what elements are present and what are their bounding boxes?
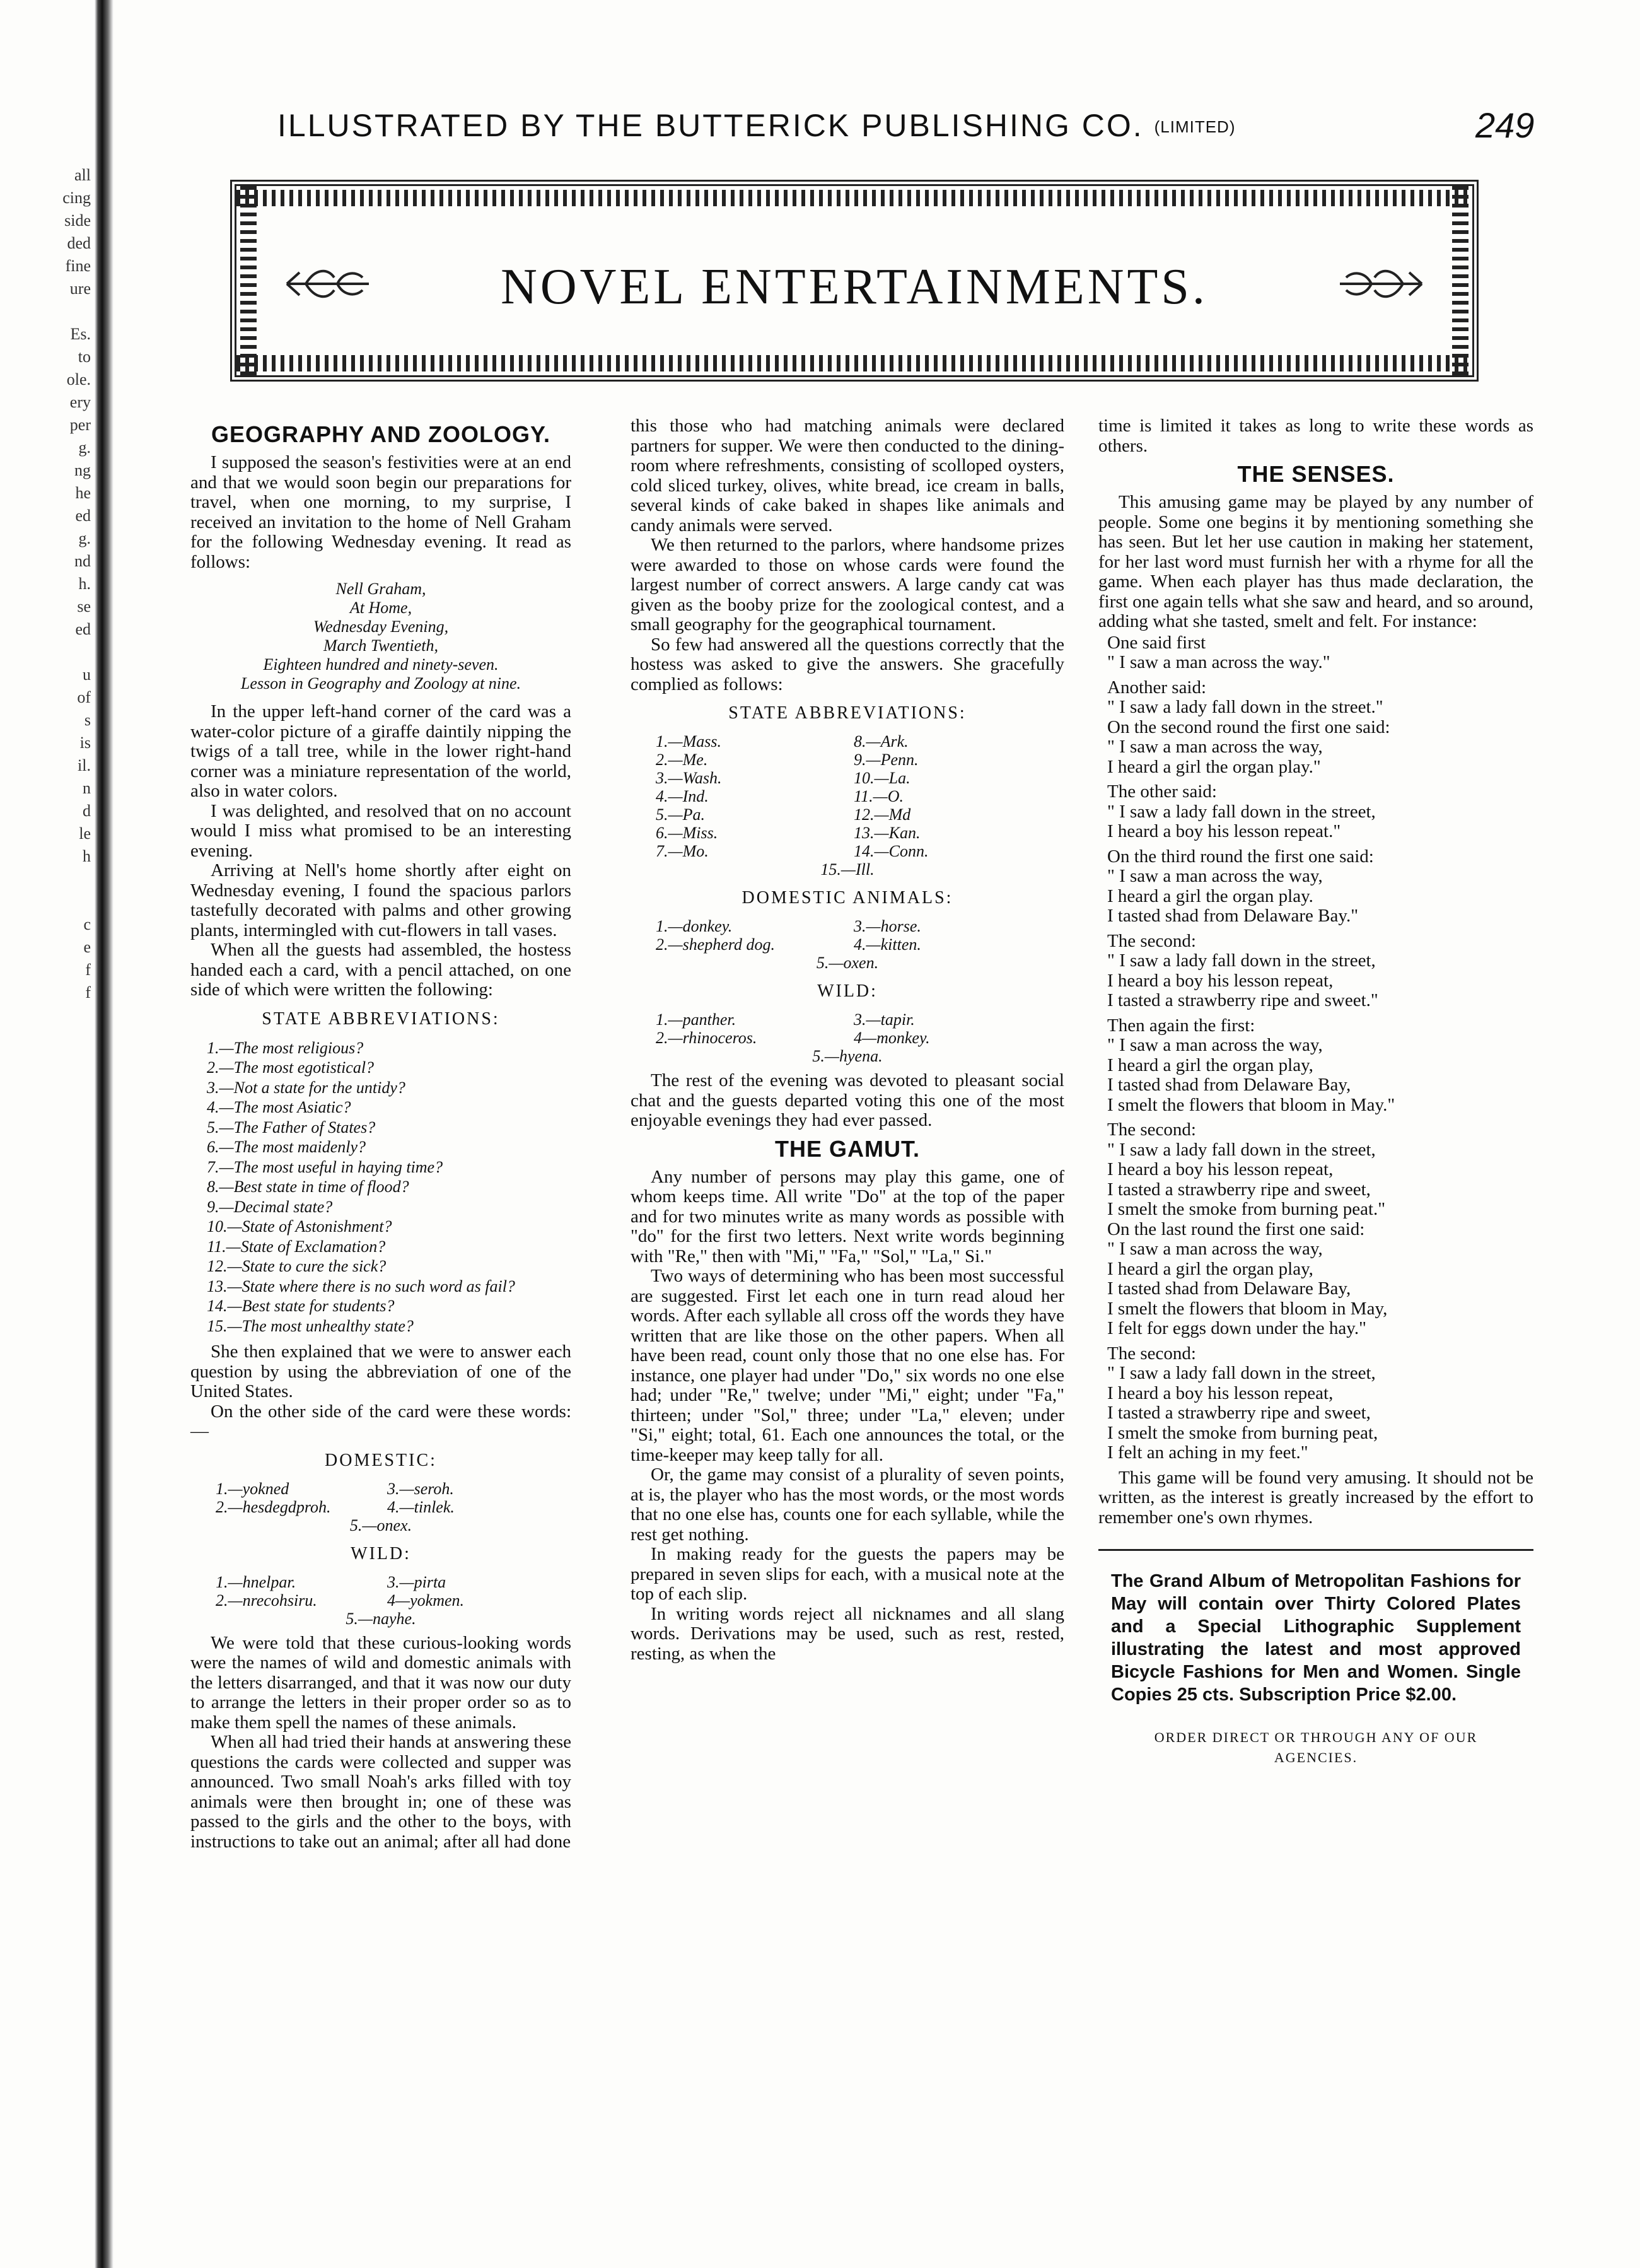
list-item: 5.—The Father of States? [207, 1118, 376, 1137]
list-item: 10.—State of Astonishment? [207, 1217, 392, 1236]
list-item: 1.—panther. [656, 1010, 736, 1029]
margin-fragment: d [83, 802, 91, 820]
subheading: DOMESTIC ANIMALS: [741, 888, 953, 908]
list-item: 2.—Me. [656, 751, 708, 769]
invitation-card [190, 580, 571, 693]
running-head-limited: (LIMITED) [1154, 117, 1236, 136]
verse-line: " I saw a man across the way, [1107, 866, 1323, 886]
chain-border-bottom [236, 355, 1472, 371]
verse-line: On the last round the first one said: [1107, 1219, 1365, 1239]
list-item: 4.—The most Asiatic? [207, 1098, 351, 1116]
list-item: 1.—yokned [216, 1479, 289, 1498]
verse-line: I heard a boy his lesson repeat, [1107, 1382, 1334, 1403]
margin-fragment: le [79, 824, 91, 843]
margin-fragment: is [79, 734, 91, 752]
verse-line: I smelt the flowers that bloom in May." [1107, 1094, 1395, 1115]
list-item: 15.—The most unhealthy state? [207, 1316, 414, 1335]
margin-fragment: cing [62, 189, 91, 207]
paragraph: Or, the game may consist of a plurality of seven points, at is, the player who has the most words, or the most words that no one else has, counts one for each syllable, while the rest get nothing. [631, 1464, 1064, 1545]
paragraph: In making ready for the guests the papers may be prepared in seven slips for each, with a musical note at the top of each slip. [631, 1544, 1064, 1604]
list-item: 5.—oxen. [816, 954, 879, 972]
verse-line: " I saw a man across the way, [1107, 737, 1323, 757]
list-item: 13.—Kan. [854, 824, 921, 842]
verse-line: I heard a boy his lesson repeat, [1107, 970, 1334, 991]
list-item: 4.—kitten. [854, 935, 921, 954]
paragraph: I was delighted, and resolved that on no account would I miss what promised to be an interesting evening. [190, 800, 571, 861]
verse-line: I heard a girl the organ play, [1107, 1055, 1313, 1075]
list-item: 2.—shepherd dog. [656, 935, 775, 954]
list-item: 1.—donkey. [656, 917, 733, 935]
verse-line: " I saw a lady fall down in the street." [1107, 697, 1383, 717]
verse-line: The second: [1107, 1119, 1196, 1140]
list-item: 1.—hnelpar. [216, 1572, 296, 1591]
margin-fragment: of [77, 688, 91, 706]
verse-line: I heard a girl the organ play. [1107, 886, 1313, 906]
verse-line: " I saw a lady fall down in the street, [1107, 1363, 1376, 1383]
page-title: NOVEL ENTERTAINMENTS. [501, 259, 1208, 315]
verse-block [1107, 1016, 1533, 1116]
list-item: 9.—Decimal state? [207, 1197, 333, 1216]
margin-fragment: ed [75, 620, 91, 638]
verse-line: I tasted shad from Delaware Bay." [1107, 906, 1359, 926]
list-item: 1.—Mass. [656, 732, 722, 751]
column-1 [190, 416, 571, 1852]
page-binding-edge [95, 0, 113, 2268]
chain-border-top [236, 190, 1472, 206]
margin-fragment: il. [78, 756, 91, 775]
verse-line: On the third round the first one said: [1107, 846, 1374, 867]
paragraph: This amusing game may be played by any number of people. Some one begins it by mentioning something she has seen. But let her use caution in making her statement, for her last word must furnish her with a rhyme for all the game. When each player has thus made declaration, the first one again tells what she saw and heard, and so around, adding what she tasted, smelt and felt. For instance: [1098, 492, 1533, 631]
list-item: 3.—Not a state for the untidy? [207, 1078, 405, 1097]
margin-fragment [34, 641, 91, 663]
list-item: 12.—State to cure the sick? [207, 1257, 387, 1275]
domestic-answer-list [656, 917, 1039, 954]
verse-block [1107, 932, 1533, 1011]
paragraph: She then explained that we were to answer each question by using the abbreviation of one of the United States. [190, 1342, 571, 1401]
right-flourish-icon [1334, 259, 1428, 309]
adjacent-page-fragments [34, 164, 91, 1004]
wild-answer-list [656, 1010, 1039, 1047]
verse-block [1107, 678, 1533, 778]
paragraph: Arriving at Nell's home shortly after eight on Wednesday evening, I found the spacious parlors tastefully decorated with palms and other growing plants, intermingled with cut-flowers in tall vases. [190, 860, 571, 940]
column-3 [1098, 416, 1533, 1768]
list-item: 5.—nayhe. [346, 1609, 416, 1628]
verse-line: I tasted a strawberry ripe and sweet, [1107, 1179, 1371, 1200]
list-item: 2.—rhinoceros. [656, 1029, 757, 1047]
column-2 [631, 416, 1064, 1664]
domestic-puzzle-list [216, 1480, 546, 1516]
margin-fragment: h [83, 847, 91, 865]
wild-puzzle-list [216, 1573, 546, 1610]
margin-fragment: h. [78, 575, 91, 593]
verse-line: Another said: [1107, 677, 1207, 698]
margin-fragment: f [85, 961, 91, 979]
list-item: 6.—The most maidenly? [207, 1138, 366, 1156]
list-item: 8.—Best state in time of flood? [207, 1178, 409, 1196]
list-item: 9.—Penn. [854, 751, 919, 769]
paragraph: We were told that these curious-looking words were the names of wild and domestic animals with the letters disarranged, and that it was now our duty to arrange the letters in their proper order so as to make them spell the names of these animals. [190, 1632, 571, 1733]
verse-line: " I saw a man across the way." [1107, 652, 1330, 672]
invite-line: Eighteen hundred and ninety-seven. [263, 655, 499, 674]
list-item: 2.—nrecohsiru. [216, 1591, 317, 1610]
margin-fragment: per [69, 416, 91, 434]
paragraph: Any number of persons may play this game, one of whom keeps time. All write "Do" at the top of the paper and for two minutes write as many words as possible with "do" for the first two letters. Next write words beginning with "Re," then with "Mi," "Fa," "Sol," "La," Si." [631, 1166, 1064, 1266]
verse-block [1107, 847, 1533, 926]
list-item: 2.—hesdegdproh. [216, 1497, 331, 1516]
list-item: 12.—Md [854, 805, 911, 824]
list-item: 3.—tapir. [854, 1010, 915, 1029]
list-item: 2.—The most egotistical? [207, 1058, 375, 1077]
margin-fragment: se [77, 597, 91, 616]
margin-fragment [34, 868, 91, 891]
verse-line: I tasted a strawberry ripe and sweet, [1107, 1403, 1371, 1423]
rhyme-game-example [1098, 633, 1533, 1463]
subheading: DOMESTIC: [325, 1450, 437, 1470]
verse-line: I heard a girl the organ play." [1107, 756, 1321, 777]
paragraph: We then returned to the parlors, where handsome prizes were awarded to those on whose cards were found the largest number of correct answers. A large candy cat was given as the booby prize for the zoological contest, and a small geography for the geographical tournament. [631, 535, 1064, 634]
list-item: 5.—onex. [349, 1516, 412, 1534]
list-item: 14.—Best state for students? [207, 1297, 395, 1315]
margin-fragment: fine [65, 257, 91, 275]
invite-line: Lesson in Geography and Zoology at nine. [240, 674, 521, 693]
verse-line: I smelt the flowers that bloom in May, [1107, 1298, 1388, 1319]
invite-line: At Home, [349, 599, 412, 617]
margin-fragment: ed [75, 506, 91, 525]
page-number: 249 [1475, 105, 1535, 145]
verse-line: I tasted a strawberry ripe and sweet." [1107, 990, 1378, 1010]
margin-fragment: f [85, 983, 91, 1002]
list-item: 3.—seroh. [387, 1479, 454, 1498]
margin-fragment: g. [78, 438, 91, 457]
margin-fragment: u [83, 665, 91, 684]
paragraph: When all had tried their hands at answering these questions the cards were collected and supper was announced. Two small Noah's arks filled with toy animals were then brought in; one of these was passed to the girls and the other to the boys, with instructions to take out an animal; after all had done [190, 1732, 571, 1852]
subheading: WILD: [351, 1543, 411, 1564]
list-item: 5.—hyena. [812, 1047, 883, 1065]
list-item: 7.—The most useful in haying time? [207, 1157, 443, 1176]
invite-line: Nell Graham, [335, 580, 426, 598]
margin-fragment: to [78, 348, 91, 366]
paragraph: this those who had matching animals were declared partners for supper. We were then conducted to the dining-room where refreshments, consisting of scolloped oysters, cold sliced turkey, olives, white bread, ice cream in balls, several kinds of cake baked in shapes like animals and candy animals were served. [631, 416, 1064, 535]
margin-fragment: n [83, 779, 91, 797]
list-item: 4.—Ind. [656, 787, 709, 805]
paragraph: I supposed the season's festivities were at an end and that we would soon begin our preparations for travel, when one morning, to my surprise, I received an invitation to the home of Nell Graham for the following Wednesday evening. It read as follows: [190, 452, 571, 572]
verse-block [1107, 1344, 1533, 1463]
list-item: 5.—Pa. [656, 805, 705, 824]
paragraph: When all the guests had assembled, the hostess handed each a card, with a pencil attached, on one side of which were written the following: [190, 940, 571, 1000]
paragraph: So few had answered all the questions correctly that the hostess was asked to give the answers. She gracefully complied as follows: [631, 634, 1064, 694]
verse-line: I tasted shad from Delaware Bay, [1107, 1075, 1351, 1095]
list-item: 13.—State where there is no such word as fail? [207, 1277, 515, 1295]
margin-fragment [34, 300, 91, 323]
list-item: 6.—Miss. [656, 824, 718, 842]
list-item: 4—yokmen. [387, 1591, 465, 1610]
section-heading-geography: GEOGRAPHY AND ZOOLOGY. [211, 421, 551, 447]
advertisement: The Grand Album of Metropolitan Fashions for May will contain over Thirty Colored Plates and a Special Lithographic Supplement illustrating the latest and most approved Bicycle Fashions for Men and Women. Single Copies 25 cts. Subscription Price $2.00. [1111, 1571, 1521, 1705]
margin-fragment [34, 891, 91, 913]
verse-line: I heard a boy his lesson repeat." [1107, 821, 1341, 841]
subheading: WILD: [817, 981, 878, 1001]
paragraph: Two ways of determining who has been most successful are suggested. First let each one in turn read aloud her words. After each syllable all cross off the words they have written that are like those on the other papers. When all have been read, count only those that no one else has. For instance, one player had under "Do," six words no one else had; under "Re," twelve; under "Mi," eight; under "Fa," thirteen; under "Sol," three; under "La," eleven; under "Si," eight; total, 61. Each one announces the total, or the time-keeper may keep tally for all. [631, 1266, 1064, 1465]
paragraph: On the other side of the card were these words:— [190, 1401, 571, 1441]
paragraph: In the upper left-hand corner of the card was a water-color picture of a giraffe daintily nipping the twigs of a tall tree, while in the lower right-hand corner was a miniature representation of the world, also in water colors. [190, 701, 571, 801]
margin-fragment: he [75, 484, 91, 502]
verse-line: I heard a boy his lesson repeat, [1107, 1159, 1334, 1179]
verse-line: " I saw a lady fall down in the street, [1107, 1139, 1376, 1160]
margin-fragment: ole. [66, 370, 91, 389]
verse-line: The second: [1107, 1343, 1196, 1364]
list-item: 10.—La. [854, 769, 910, 787]
list-item: 3.—Wash. [656, 769, 722, 787]
verse-line: I tasted shad from Delaware Bay, [1107, 1278, 1351, 1299]
margin-fragment: g. [78, 529, 91, 547]
verse-line: I heard a girl the organ play, [1107, 1258, 1313, 1279]
verse-line: " I saw a lady fall down in the street, [1107, 801, 1376, 822]
verse-line: I felt an aching in my feet." [1107, 1442, 1308, 1463]
margin-fragment: nd [74, 552, 91, 570]
list-item: 11.—O. [854, 787, 904, 805]
margin-fragment: all [74, 166, 91, 184]
divider-rule [1098, 1549, 1533, 1551]
advertisement-order-note: ORDER DIRECT OR THROUGH ANY OF OUR AGENCIES. [1154, 1729, 1478, 1765]
list-item: 15.—Ill. [820, 860, 875, 879]
verse-line: I felt for eggs down under the hay." [1107, 1318, 1366, 1338]
list-item: 11.—State of Exclamation? [207, 1237, 386, 1256]
verse-line: " I saw a man across the way, [1107, 1035, 1323, 1055]
margin-fragment: c [83, 915, 91, 933]
verse-line: On the second round the first one said: [1107, 716, 1390, 737]
section-heading-senses: THE SENSES. [1237, 461, 1395, 487]
paragraph: The rest of the evening was devoted to pleasant social chat and the guests departed voting this one of the most enjoyable evenings they had ever passed. [631, 1070, 1064, 1130]
paragraph: In writing words reject all nicknames and all slang words. Derivations may be used, such as rest, rested, resting, as when the [631, 1603, 1064, 1664]
verse-line: " I saw a man across the way, [1107, 1239, 1323, 1259]
subheading: STATE ABBREVIATIONS: [262, 1008, 500, 1029]
margin-fragment: s [84, 711, 91, 729]
verse-block [1107, 633, 1533, 673]
margin-fragment: ded [67, 234, 91, 252]
list-item: 4.—tinlek. [387, 1497, 455, 1516]
title-banner [230, 180, 1479, 382]
list-item: 3.—pirta [387, 1572, 446, 1591]
question-list [207, 1038, 571, 1336]
margin-fragment: ng [74, 461, 91, 479]
verse-line: The second: [1107, 930, 1196, 951]
paragraph: This game will be found very amusing. It should not be written, as the interest is greatly increased by the effort to remember one's own rhymes. [1098, 1467, 1533, 1528]
subheading: STATE ABBREVIATIONS: [728, 703, 967, 723]
margin-fragment: e [83, 938, 91, 956]
answer-list [656, 732, 1039, 860]
list-item: 3.—horse. [854, 917, 921, 935]
running-head-text: ILLUSTRATED BY THE BUTTERICK PUBLISHING CO. [277, 108, 1144, 143]
list-item: 4—monkey. [854, 1029, 930, 1047]
verse-line: The other said: [1107, 781, 1217, 802]
list-item: 7.—Mo. [656, 842, 709, 860]
list-item: 14.—Conn. [854, 842, 929, 860]
running-head [277, 107, 1570, 144]
verse-line: I smelt the smoke from burning peat, [1107, 1422, 1378, 1443]
invite-line: March Twentieth, [323, 636, 438, 655]
paragraph: time is limited it takes as long to write these words as others. [1098, 416, 1533, 456]
list-item: 8.—Ark. [854, 732, 909, 751]
margin-fragment: ure [69, 279, 91, 298]
verse-block [1107, 782, 1533, 842]
verse-line: " I saw a lady fall down in the street, [1107, 950, 1376, 971]
invite-line: Wednesday Evening, [313, 617, 449, 636]
margin-fragment: ery [69, 393, 91, 411]
margin-fragment: Es. [70, 325, 91, 343]
verse-line: Then again the first: [1107, 1015, 1255, 1036]
verse-line: One said first [1107, 632, 1206, 653]
verse-line: I smelt the smoke from burning peat." [1107, 1199, 1386, 1219]
margin-fragment: side [64, 211, 91, 230]
section-heading-gamut: THE GAMUT. [775, 1135, 920, 1162]
verse-block [1107, 1120, 1533, 1339]
list-item: 1.—The most religious? [207, 1038, 364, 1057]
